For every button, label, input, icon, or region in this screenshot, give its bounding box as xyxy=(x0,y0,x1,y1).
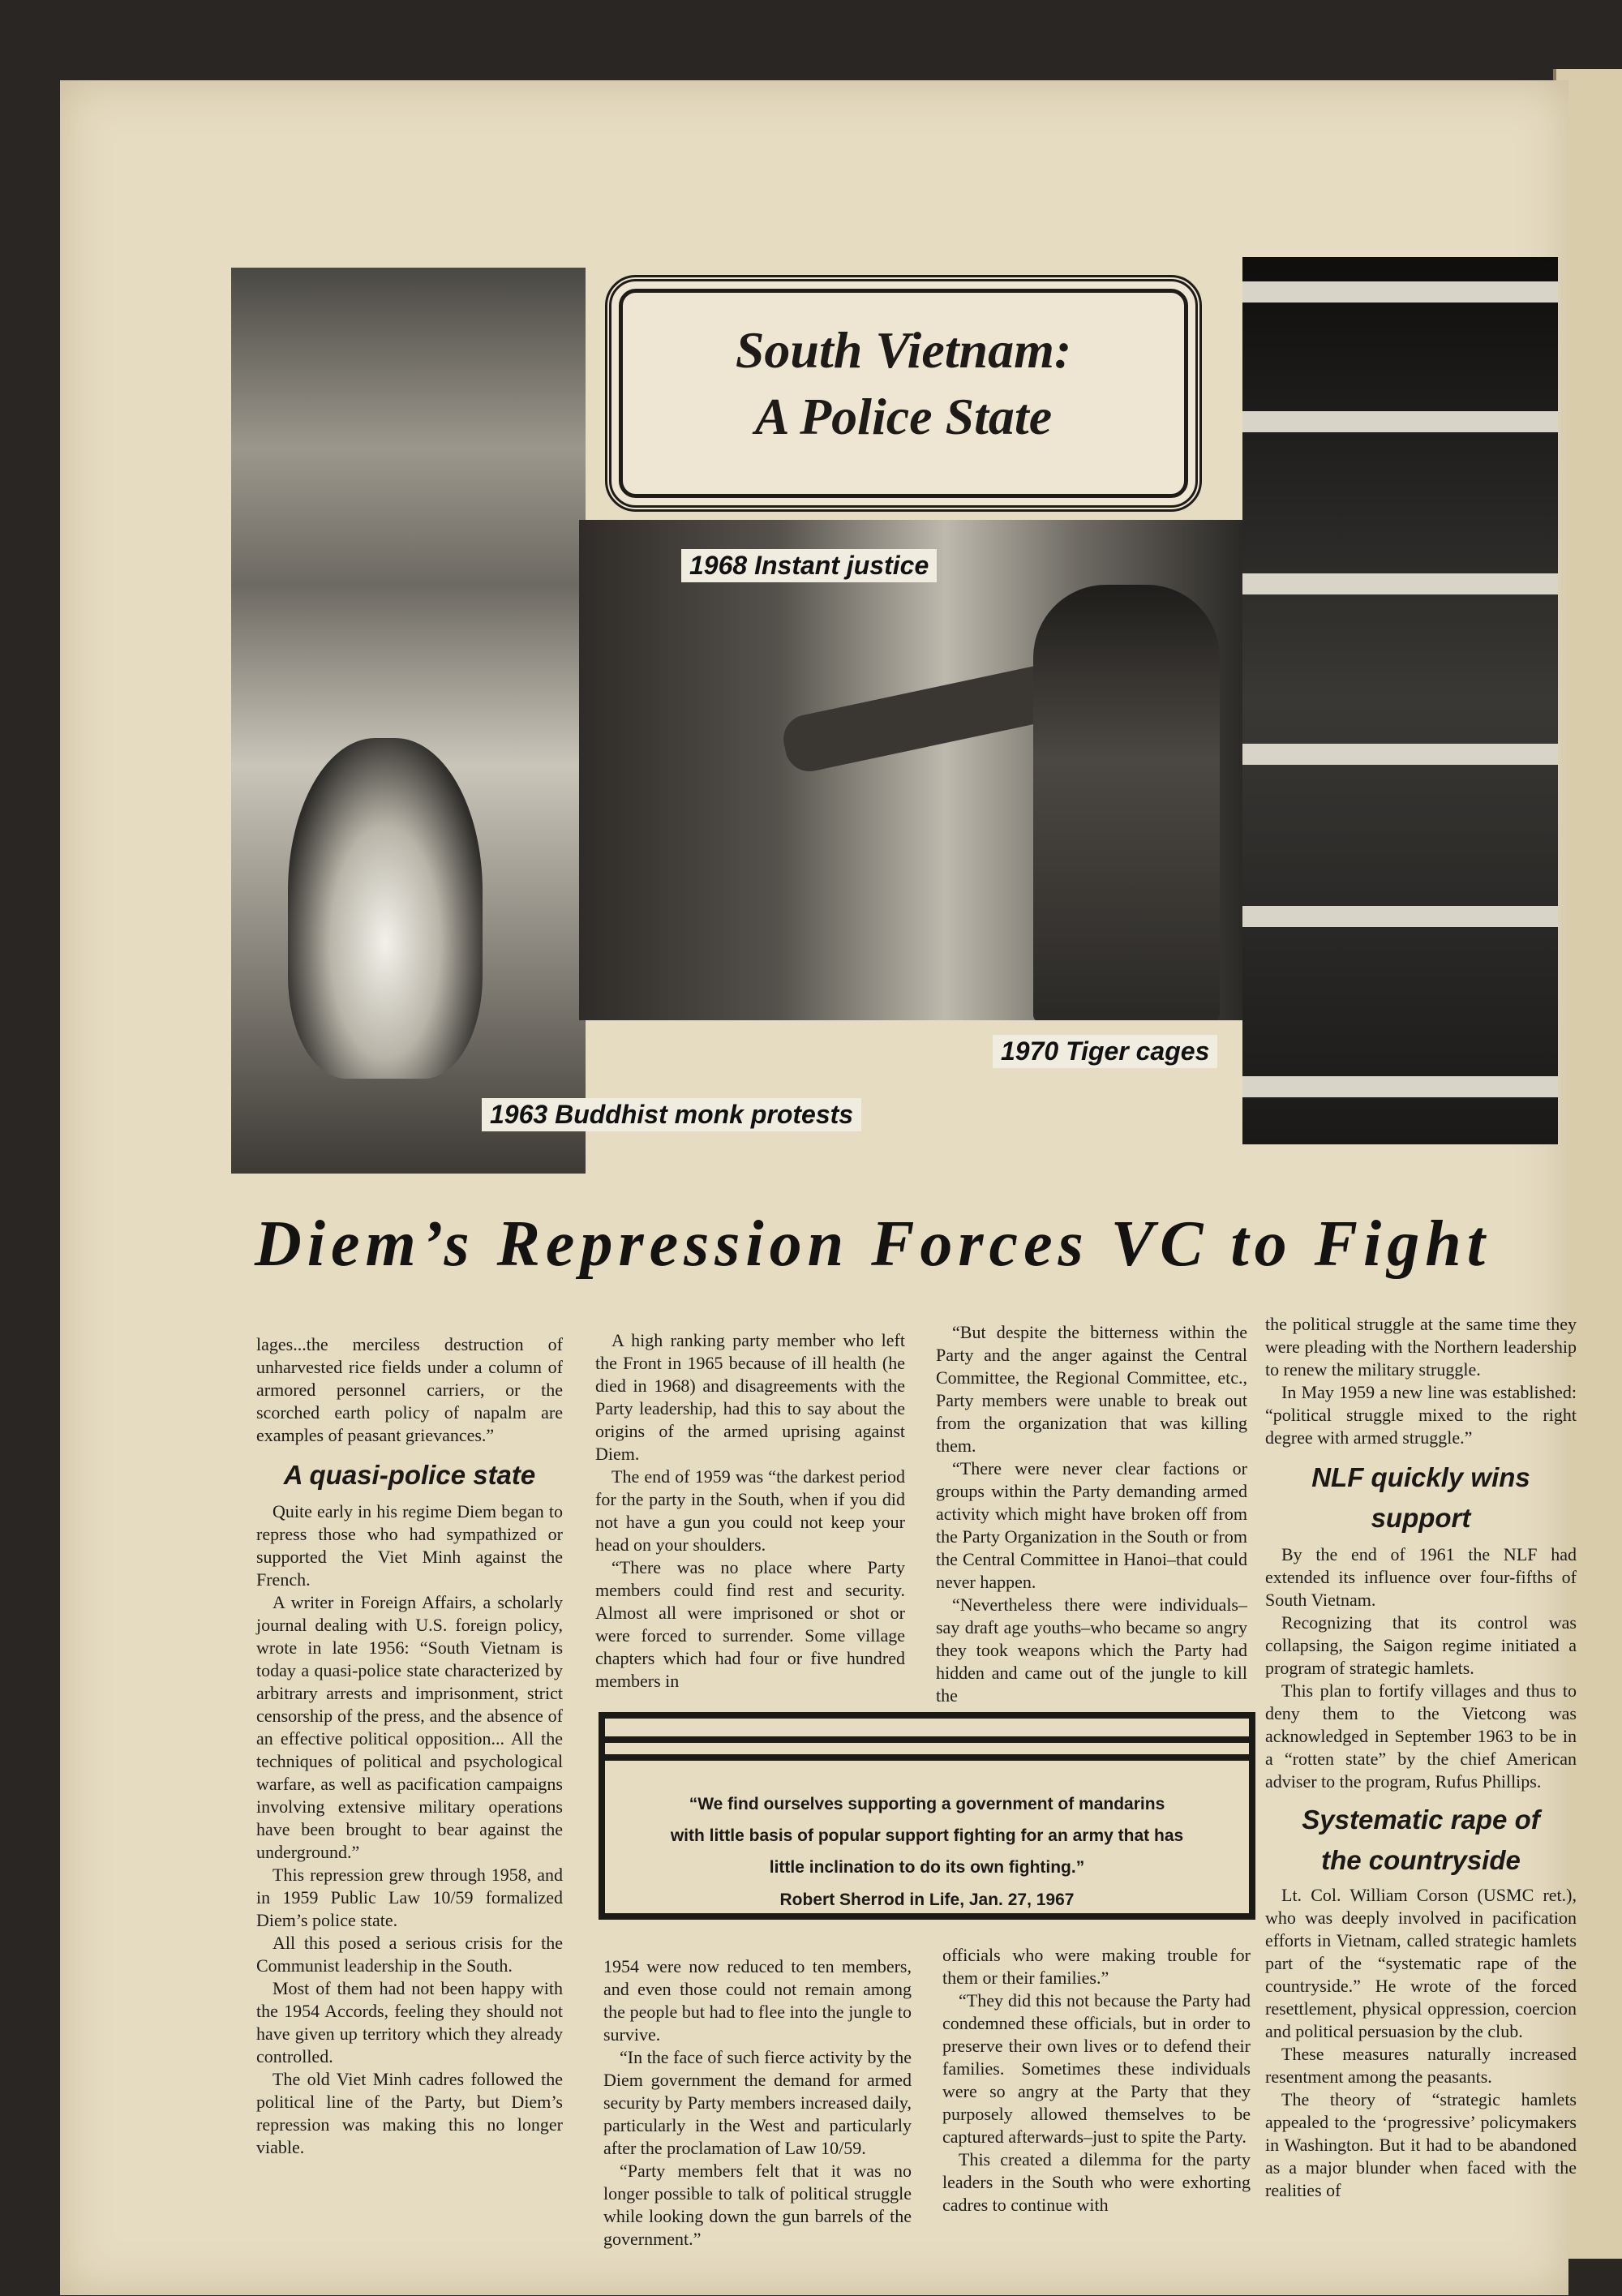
photo-monk-flames xyxy=(288,738,483,1079)
paragraph: “There were never clear factions or groups within the Party demanding armed activity which might have broken off from the Party Organization in the South or from the Central Committee in Hanoi–that could never happen. xyxy=(936,1458,1247,1592)
caption-instant-justice: 1968 Instant justice xyxy=(681,549,937,582)
cage-bar xyxy=(1242,744,1558,765)
page-title-line2: A Police State xyxy=(754,388,1053,445)
photo-monk-protest xyxy=(231,268,586,1174)
photo-execution-arm xyxy=(779,661,1069,775)
headline: Diem’s Repression Forces VC to Fight xyxy=(255,1208,1491,1280)
article-column-4 xyxy=(1265,1313,1577,2202)
paragraph: This repression grew through 1958, and in 1959 Public Law 10/59 formalized Diem’s police state. xyxy=(256,1865,563,1930)
cage-bar xyxy=(1242,281,1558,303)
paragraph: The end of 1959 was “the darkest period for the party in the South, when if you did not have a gun you could not keep your head on your shoulders. xyxy=(595,1466,905,1555)
paragraph: “Nevertheless there were individuals–say draft age youths–who became so angry they took weapons which the Party had hidden and came out of the jungle to kill the xyxy=(936,1594,1247,1706)
paragraph: These measures naturally increased resentment among the peasants. xyxy=(1265,2044,1577,2087)
paragraph: “They did this not because the Party had condemned these officials, but in order to preserve their own lives or to defend their families. Sometimes these individuals were so angry at the Party that they purposely allowed themselves to be captured afterwards–just to spite the Party. xyxy=(942,1990,1251,2147)
paragraph: A writer in Foreign Affairs, a scholarly journal dealing with U.S. foreign policy, wrote in late 1956: “South Vietnam is today a quasi-police state characterized by arbitrary arrests and imprisonment, strict censorship of the press, and the absence of an effective political opposition... All the techniques of political and psychological warfare, as well as pacification campaigns involving extensive military operations have been brought to bear against the underground.” xyxy=(256,1592,563,1862)
photo-execution-prisoner xyxy=(1033,585,1220,1020)
article-column-2-bottom xyxy=(603,1955,912,2251)
paragraph: lages...the merciless destruction of unharvested rice fields under a column of armored personnel carriers, or the scorched earth policy of napalm are examples of peasant grievances.” xyxy=(256,1334,563,1445)
subhead-quasi-police-state: A quasi-police state xyxy=(283,1460,536,1490)
paragraph: the political struggle at the same time they were pleading with the Northern leadership to renew the military struggle. xyxy=(1265,1314,1577,1380)
paragraph: “There was no place where Party members could find rest and security. Almost all were imprisoned or shot or were forced to surrender. Some village chapters which had four or five hundred members in xyxy=(595,1557,905,1691)
paragraph: By the end of 1961 the NLF had extended its influence over four-fifths of South Vietnam. xyxy=(1265,1544,1577,1610)
cage-bar xyxy=(1242,573,1558,594)
paragraph: “Party members felt that it was no longer possible to talk of political struggle while looking down the gun barrels of the government.” xyxy=(603,2161,912,2249)
paragraph: 1954 were now reduced to ten members, and even those could not remain among the people but had to flee into the jungle to survive. xyxy=(603,1956,912,2045)
pull-quote-rule xyxy=(605,1736,1249,1743)
photo-tiger-cages xyxy=(1242,257,1558,1144)
paragraph: “But despite the bitterness within the Party and the anger against the Central Committee, the Regional Committee, etc., Party members were unable to break out from the organization that was killing them. xyxy=(936,1322,1247,1456)
paragraph: “In the face of such fierce activity by the Diem government the demand for armed security by Party members increased daily, particularly in the West and particularly after the proclamation of Law 10/59. xyxy=(603,2047,912,2158)
pull-quote-box xyxy=(599,1712,1255,1920)
newspaper-page xyxy=(60,80,1577,2295)
paragraph: The old Viet Minh cadres followed the political line of the Party, but Diem’s repression was making this no longer viable. xyxy=(256,2069,563,2157)
paragraph: All this posed a serious crisis for the Communist leadership in the South. xyxy=(256,1933,563,1976)
paragraph: Most of them had not been happy with the 1954 Accords, feeling they should not have given up territory which they already controlled. xyxy=(256,1978,563,2066)
page-title xyxy=(611,317,1195,450)
article-column-3-top xyxy=(936,1321,1247,1707)
caption-tiger-cages: 1970 Tiger cages xyxy=(993,1035,1217,1068)
article-column-1 xyxy=(256,1333,563,2159)
caption-monk-protests: 1963 Buddhist monk protests xyxy=(482,1098,861,1131)
paragraph: Recognizing that its control was collapsing, the Saigon regime initiated a program of strategic hamlets. xyxy=(1265,1612,1577,1678)
article-column-2-top xyxy=(595,1329,905,1693)
paragraph: This plan to fortify villages and thus to deny them to the Vietcong was acknowledged in September 1963 to be in a “rotten state” by the chief American adviser to the program, Rufus Phillips. xyxy=(1265,1680,1577,1792)
pull-quote-rule xyxy=(605,1754,1249,1761)
subhead-nlf-wins-support: NLF quickly wins support xyxy=(1311,1462,1530,1533)
paragraph: officials who were making trouble for them or their families.” xyxy=(942,1945,1251,1988)
article-column-3-bottom xyxy=(942,1944,1251,2217)
cage-bar xyxy=(1242,906,1558,927)
title-barbed-wire-frame xyxy=(605,275,1202,512)
paragraph: A high ranking party member who left the Front in 1965 because of ill health (he died in 1968) and disagreements with the Party leadership, had this to say about the origins of the armed uprising against Diem. xyxy=(595,1330,905,1464)
paragraph: Quite early in his regime Diem began to repress those who had sympathized or supported the Viet Minh against the French. xyxy=(256,1501,563,1590)
paragraph: The theory of “strategic hamlets appealed to the ‘progressive’ policymakers in Washington. But it had to be abandoned as a major blunder when faced with the realities of xyxy=(1265,2089,1577,2200)
pull-quote-attribution: Robert Sherrod in Life, Jan. 27, 1967 xyxy=(779,1890,1075,1909)
cage-bar xyxy=(1242,411,1558,432)
paragraph: This created a dilemma for the party leaders in the South who were exhorting cadres to continue with xyxy=(942,2149,1251,2215)
subhead-systematic-rape: Systematic rape of the countryside xyxy=(1302,1805,1540,1875)
paragraph: In May 1959 a new line was established: “political struggle mixed to the right degree with armed struggle.” xyxy=(1265,1382,1577,1448)
photo-instant-justice xyxy=(579,520,1245,1020)
paragraph: Lt. Col. William Corson (USMC ret.), who was deeply involved in pacification efforts in Vietnam, called strategic hamlets part of the “systematic rape of the countryside.” He wrote of the forced resettlement, physical oppression, coercion and political persuasion by the club. xyxy=(1265,1885,1577,2041)
pull-quote-text: “We find ourselves supporting a government of mandarins with little basis of popular support fighting for an army that has little inclination to do its own fighting.” xyxy=(670,1795,1184,1877)
cage-bar xyxy=(1242,1076,1558,1097)
page-title-line1: South Vietnam: xyxy=(735,321,1072,379)
